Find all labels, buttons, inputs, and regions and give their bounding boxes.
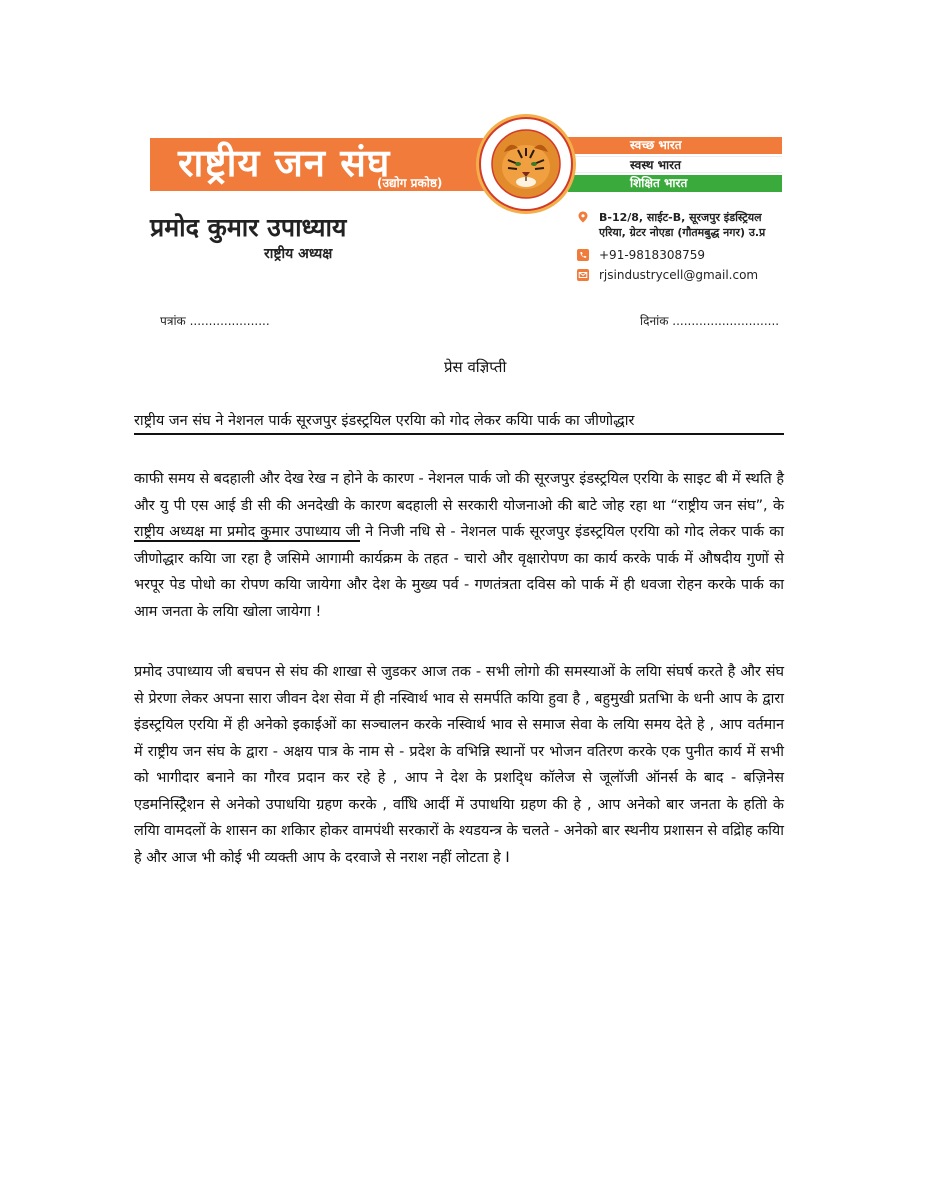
paragraph-1-text-a: काफी समय से बदहाली और देख रेख न होने के कारण - नेशनल पार्क जो की सूरजपुर इंडस्ट्रयिल एरयिा के साइट बी में स्थति है और यु पी एस आई डी सी की अनदेखी के कारण बदहाली से सरकारी योजनाओ की बाटे जोह रहा था “राष्ट्रीय जन संघ”, के bbox=[134, 471, 784, 514]
email-icon bbox=[577, 269, 589, 281]
sender-designation: राष्ट्रीय अध्यक्ष bbox=[264, 246, 333, 262]
sender-name: प्रमोद कुमार उपाध्याय bbox=[150, 213, 347, 242]
press-headline: राष्ट्रीय जन संघ ने नेशनल पार्क सूरजपुर इंडस्ट्रयिल एरयिा को गोद लेकर कयिा पार्क का जीणोद्धार bbox=[134, 410, 784, 435]
reference-number-field: पत्रांक ..................... bbox=[160, 314, 270, 328]
body-paragraph-2: प्रमोद उपाध्याय जी बचपन से संघ की शाखा से जुडकर आज तक - सभी लोगो की समस्याओं के लयिा संघर्ष करते है और संघ से प्रेरणा लेकर अपना सारा जीवन देश सेवा में ही नस्विार्थ भाव से समर्पति कयिा हुवा है , बहुमुखी प्रतभिा के धनी आप के द्वारा इंडस्ट्रयिल एरयिा में ही अनेको इकाईओं का सञ्चालन करके नस्विार्थ भाव से समाज सेवा के लयिा समय देते हे , आप वर्तमान में राष्ट्रीय जन संघ के द्वारा - अक्षय पात्र के नाम से - प्रदेश के वभिन्नि स्थानों पर भोजन वतिरण करके एक पुनीत कार्य में सभी को भागीदार बनाने का गौरव प्रदान कर रहे हे , आप ने देश के प्रशदि्ध कॉलेज से जूलॉजी ऑनर्स के बाद - बज़िनेस एडमनिस्ट्रिेशन से अनेको उपाधयिा ग्रहण करके , वधिि आर्दी में उपाधयिा ग्रहण की हे , आप अनेको बार जनता के हतिो के लयिा वामदलों के शासन का शकिार होकर वामपंथी सरकारों के श्यडयन्त्र के चलते - अनेको बार स्थनीय प्रशासन से वद्रिोह कयिा हे और आज भी कोई भी व्यक्ती आप के दरवाजे से नराश नहीं लोटता हे I bbox=[134, 664, 784, 866]
slogan-educated-india: शिक्षित भारत bbox=[568, 175, 782, 192]
tiger-emblem bbox=[474, 112, 578, 216]
org-name: राष्ट्रीय जन संघ bbox=[178, 140, 391, 185]
email-row bbox=[577, 268, 758, 283]
slogan-healthy-india: स्वस्थ भारत bbox=[568, 156, 782, 173]
date-field: दिनांक ............................ bbox=[640, 314, 780, 328]
phone-row bbox=[577, 248, 705, 263]
location-pin-icon bbox=[577, 211, 589, 223]
org-cell: (उद्योग प्रकोष्ठ) bbox=[377, 176, 443, 190]
email-address: rjsindustrycell@gmail.com bbox=[599, 268, 759, 282]
paragraph-1-underlined-text: राष्ट्रीय अध्यक्ष मा प्रमोद कुमार उपाध्याय जी bbox=[134, 524, 361, 540]
address-line-2: एरिया, ग्रेटर नोएडा (गौतमबुद्ध नगर) उ.प्र bbox=[599, 226, 766, 239]
address-row bbox=[577, 210, 765, 240]
paragraph-1-text-b: ने निजी नधि से - नेशनल पार्क सूरजपुर इंडस्ट्रयिल एरयिा को गोद लेकर पार्क का जीणोद्धार कयिा जा रहा है जसिमे आगामी कार्यक्रम के तहत - चारो और वृक्षारोपण का कार्य करके पार्क में औषदीय गुणों से भरपूर पेड पोधो का रोपण कयिा जायेगा और देश के मुख्य पर्व - गणतंत्रता दविस को पार्क में ही धवजा रोहन करके पार्क का आम जनता के लयिा खोला जायेगा ! bbox=[134, 524, 784, 620]
body-paragraph-1 bbox=[134, 466, 784, 625]
slogan-clean-india: स्वच्छ भारत bbox=[568, 137, 782, 154]
phone-number: +91-9818308759 bbox=[599, 248, 706, 262]
press-release-heading: प्रेस वज्ञिप्ती bbox=[444, 358, 507, 376]
address-line-1: B-12/8, साईट-B, सूरजपुर इंडस्ट्रियल bbox=[599, 211, 762, 224]
phone-icon bbox=[577, 249, 589, 261]
